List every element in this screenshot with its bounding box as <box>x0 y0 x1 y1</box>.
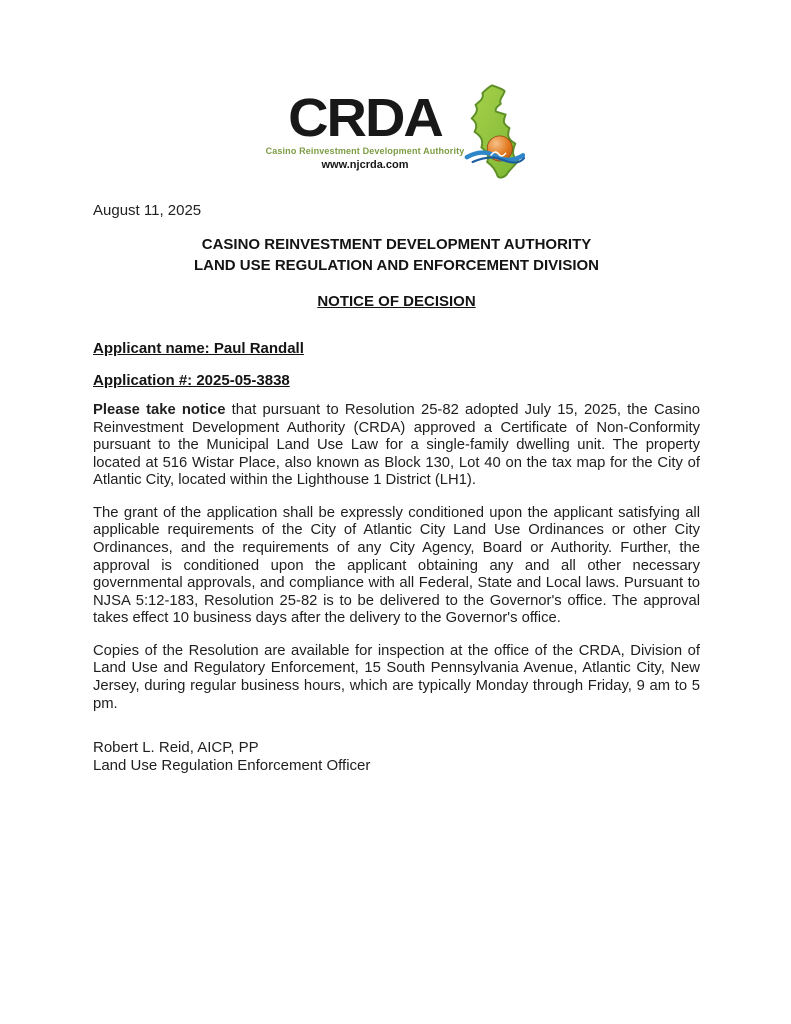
new-jersey-state-icon <box>461 82 525 180</box>
paragraph-notice-rest: that pursuant to Resolution 25-82 adopted July 15, 2025, the Casino Reinvestment Development Authority (CRDA) approved a Certificate of Non-Conformity pursuant to the Municipal Land Use Law for a single-family dwelling unit. The property located at 516 Wistar Place, also known as Block 130, Lot 40 on the tax map for the City of Atlantic City, located within the Lighthouse 1 District (LH1). <box>93 402 700 489</box>
paragraph-conditions: The grant of the application shall be expressly conditioned upon the applicant satisfying all applicable requirements of the City of Atlantic City Land Use Ordinances or other City Ordinances, and the requirements of any City Agency, Board or Authority. Further, the approval is conditioned upon the applicant obtaining any and all other necessary governmental approvals, and compliance with all Federal, State and Local laws. Pursuant to NJSA 5:12-183, Resolution 25-82 is to be delivered to the Governor's office. The approval takes effect 10 business days after the delivery to the Governor's office. <box>93 504 700 627</box>
org-header <box>93 234 700 276</box>
applicant-name-line: Applicant name: Paul Randall <box>93 340 304 357</box>
application-number-line: Application #: 2025-05-3838 <box>93 372 290 389</box>
letter-body <box>0 202 791 774</box>
paragraph-copies: Copies of the Resolution are available for inspection at the office of the CRDA, Division of Land Use and Regulatory Enforcement, 15 South Pennsylvania Avenue, Atlantic City, New Jersey, during regular business hours, which are typically Monday through Friday, 9 am to 5 pm. <box>93 642 700 712</box>
paragraph-notice <box>93 402 700 490</box>
logo-website-url: www.njcrda.com <box>321 158 409 171</box>
signature-block <box>93 739 700 774</box>
logo-tagline: Casino Reinvestment Development Authority <box>265 145 465 156</box>
division-name-line: LAND USE REGULATION AND ENFORCEMENT DIVISION <box>193 257 599 274</box>
paragraph-notice-lead: Please take notice <box>93 402 226 418</box>
signer-title: Land Use Regulation Enforcement Officer <box>93 756 371 774</box>
logo-acronym: CRDA <box>288 87 442 148</box>
signer-name: Robert L. Reid, AICP, PP <box>93 739 259 757</box>
notice-of-decision-title: NOTICE OF DECISION <box>317 293 476 310</box>
letter-date: August 11, 2025 <box>93 202 202 219</box>
crda-logo <box>0 0 791 180</box>
org-name-line: CASINO REINVESTMENT DEVELOPMENT AUTHORITY <box>201 236 592 253</box>
